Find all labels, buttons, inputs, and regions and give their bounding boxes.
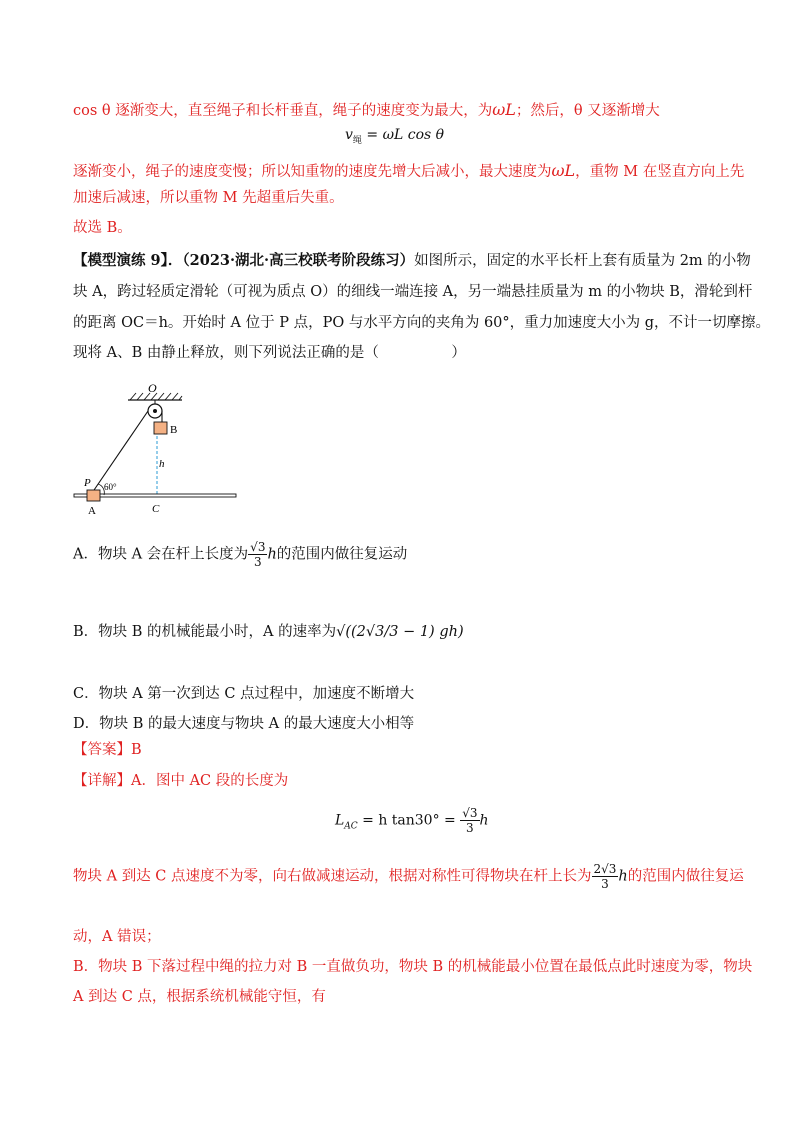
explain-line-4: A 到达 C 点，根据系统机械能守恒，有: [73, 989, 326, 1005]
pulley-diagram: [70, 380, 250, 520]
label-B: B: [170, 424, 178, 436]
top-line-2: 逐渐变小，绳子的速度变慢；所以知重物的速度先增大后减小，最大速度为ωL，重物 M 在竖直方向上先: [73, 161, 745, 180]
problem-line-2: 块 A，跨过轻质定滑轮（可视为质点 O）的细线一端连接 A，另一端悬挂质量为 m 的小物块 B，滑轮到杆: [73, 284, 753, 300]
detail-label: 【详解】A．图中 AC 段的长度为: [73, 773, 289, 789]
answer-label: 【答案】B: [73, 742, 142, 758]
label-angle: 60°: [104, 482, 117, 492]
option-C: C．物块 A 第一次到达 C 点过程中，加速度不断增大: [73, 686, 415, 702]
block-B: [154, 422, 167, 434]
problem-line-1: 【模型演练 9】．（2023·湖北·高三校联考阶段练习）如图所示，固定的水平长杆上套有质量为 2m 的小物: [73, 252, 751, 269]
problem-line-3: 的距离 OC＝h。开始时 A 位于 P 点，PO 与水平方向的夹角为 60°，重力加速度大小为 g，不计一切摩擦。: [73, 315, 771, 331]
formula-rope-speed: $v_绳 = \omega L$ cos θ: [345, 127, 445, 146]
label-O: O: [148, 381, 157, 395]
label-h: h: [159, 458, 165, 470]
explain-line-1: 物块 A 到达 C 点速度不为零，向右做减速运动，根据对称性可得物块在杆上长为 $\frac{2√3}{3}$ h的范围内做往复运: [73, 862, 744, 891]
top-line-3: 加速后减速，所以重物 M 先超重后失重。: [73, 190, 344, 206]
option-A: A．物块 A 会在杆上长度为 $\frac{√3}{3}$ h的范围内做往复运动: [73, 540, 408, 569]
top-line-1: cos θ 逐渐变大，直至绳子和长杆垂直，绳子的速度变为最大，为ωL；然后，θ 又逐渐增大: [73, 100, 660, 119]
problem-tag: 【模型演练 9】: [73, 252, 168, 269]
explain-line-3: B．物块 B 下落过程中绳的拉力对 B 一直做负功，物块 B 的机械能最小位置在最低点此时速度为零，物块: [73, 959, 753, 975]
problem-line-4: 现将 A、B 由静止释放，则下列说法正确的是（ ）: [73, 345, 466, 361]
formula-LAC: $L_{AC} = h$ tan30° = $\frac{√3}{3}$ h: [335, 806, 489, 835]
label-P: P: [84, 477, 91, 489]
label-C: C: [152, 503, 160, 515]
rope-to-A: [92, 411, 148, 493]
problem-source: ．（2023·湖北·高三校联考阶段练习）: [167, 252, 415, 269]
block-A: [87, 490, 100, 501]
option-B: B．物块 B 的机械能最小时，A 的速率为√((2√3/3 − 1) gh): [73, 624, 464, 640]
explain-line-2: 动，A 错误；: [73, 929, 161, 945]
label-A: A: [88, 505, 96, 517]
top-line-4: 故选 B。: [73, 220, 132, 236]
option-D: D．物块 B 的最大速度与物块 A 的最大速度大小相等: [73, 716, 415, 732]
